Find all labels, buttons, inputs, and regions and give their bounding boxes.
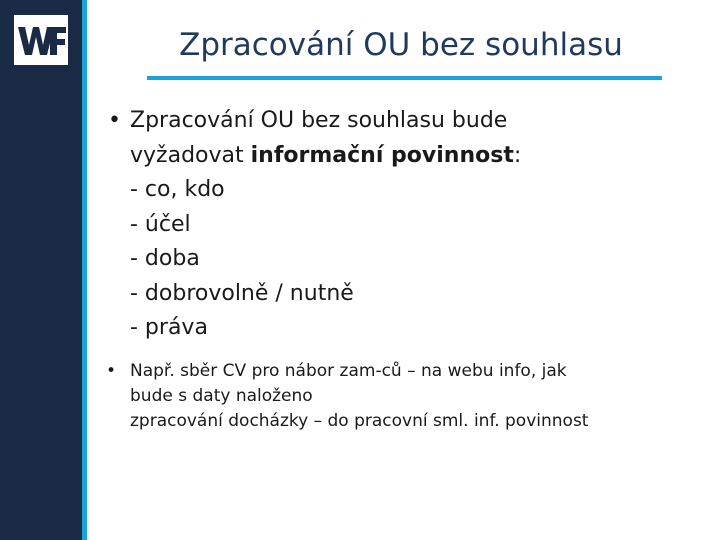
slide-title: Zpracování OU bez souhlasu — [179, 27, 623, 63]
sub-item: - doba — [130, 246, 200, 271]
wf-logo — [14, 15, 68, 65]
bullet-item-main — [104, 104, 704, 346]
bullet-text-line: zpracování docházky – do pracovní sml. inf. povinnost — [130, 410, 589, 431]
bullet-text-line: bude s daty naloženo — [130, 385, 313, 406]
title-underline — [147, 76, 662, 80]
bullet-marker: • — [108, 108, 121, 133]
sub-item: - účel — [130, 211, 191, 237]
sidebar-accent-stripe — [82, 0, 87, 540]
bullet-marker: • — [106, 360, 117, 381]
bullet-text-line: Zpracování OU bez souhlasu bude — [130, 108, 508, 133]
bullet-text-line — [130, 139, 704, 174]
wf-logo-icon — [14, 15, 68, 65]
text-span: : — [513, 142, 522, 168]
sidebar — [0, 0, 82, 540]
bullet-text-line: Např. sběr CV pro nábor zam-ců – na webu info, jak — [130, 360, 567, 381]
text-span: vyžadovat — [130, 142, 251, 168]
sub-item: - dobrovolně / nutně — [130, 280, 354, 306]
sub-item: - co, kdo — [130, 177, 225, 202]
bullet-item-example — [104, 359, 704, 434]
emphasis-text: informační povinnost — [250, 142, 514, 168]
bullet-list — [104, 104, 704, 434]
sub-item: - práva — [130, 315, 208, 340]
